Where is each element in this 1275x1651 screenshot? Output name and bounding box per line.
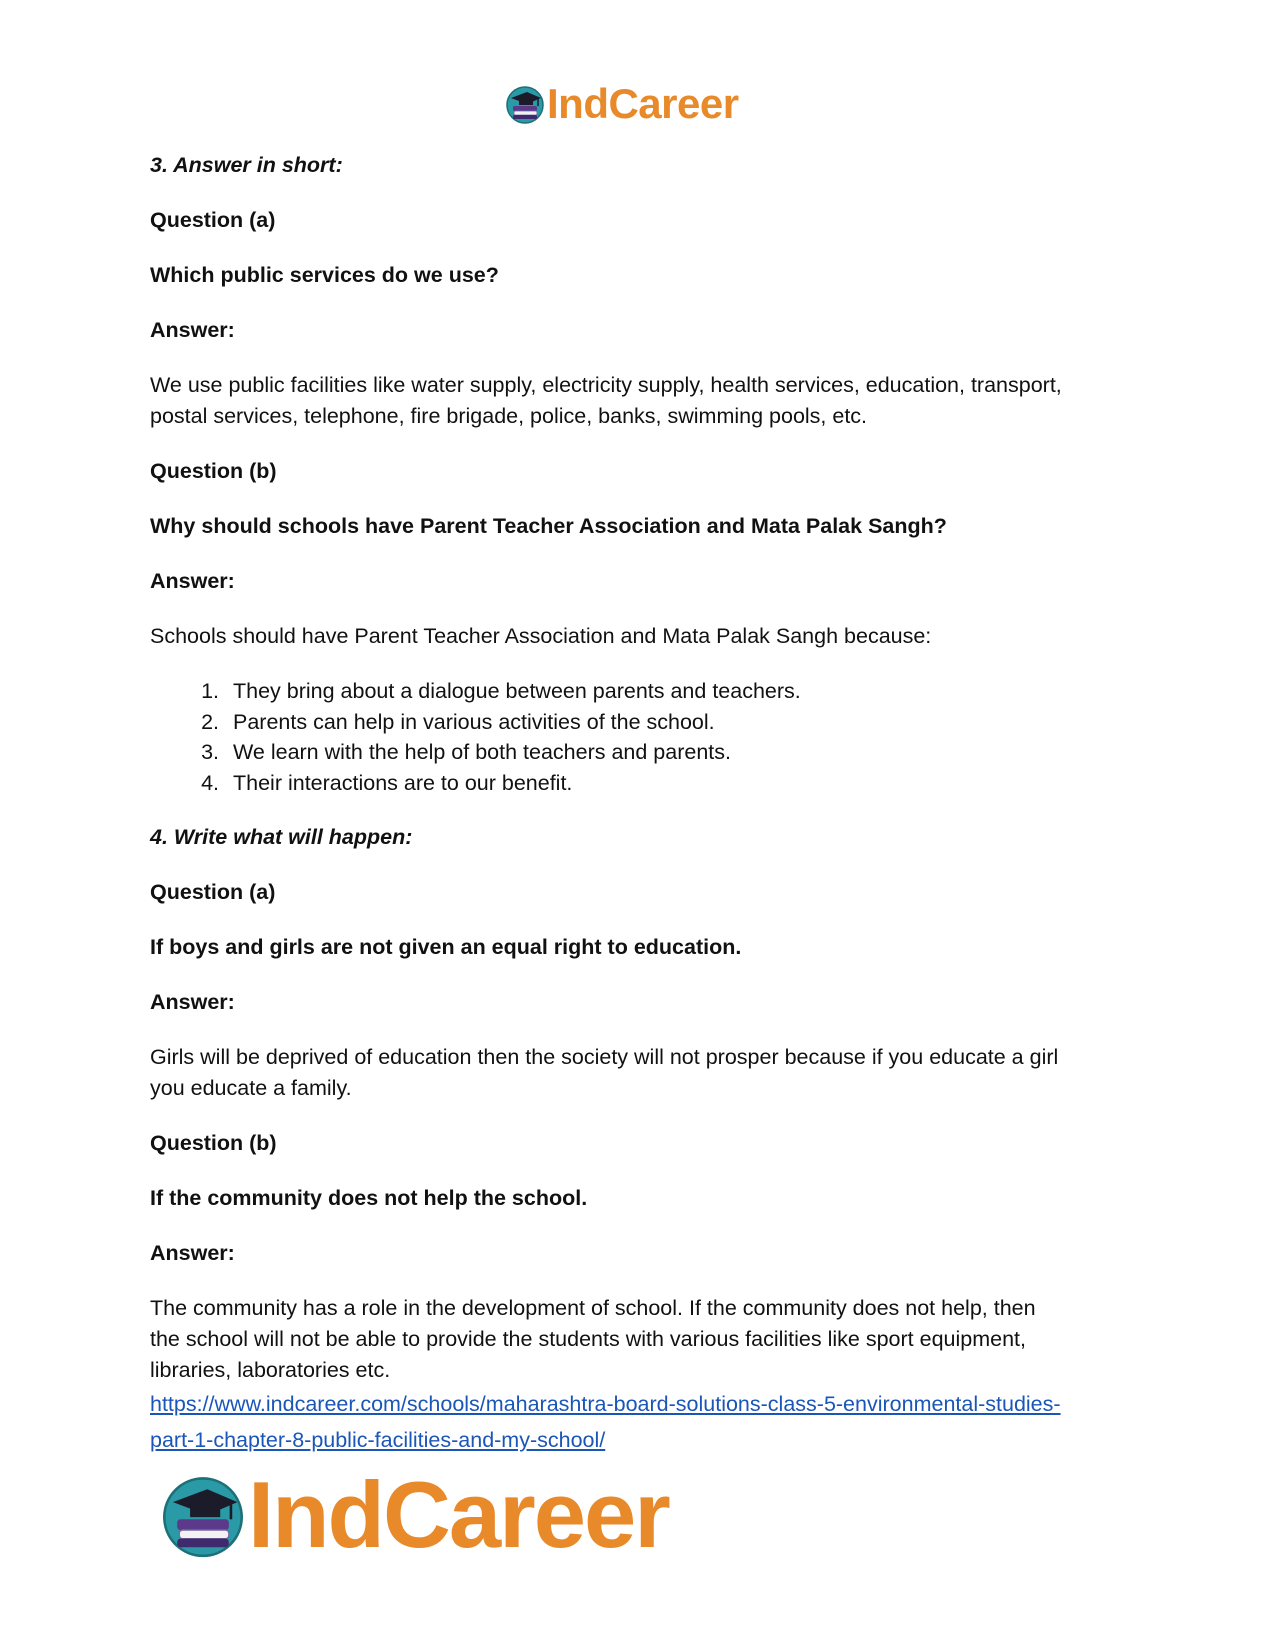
answer-text xyxy=(150,370,1130,432)
answer-line: the school will not be able to provide the students with various facilities like sport equipment, xyxy=(150,1327,1026,1351)
source-link-line: part-1-chapter-8-public-facilities-and-my-school/ xyxy=(150,1428,606,1452)
answer-line: libraries, laboratories etc. xyxy=(150,1358,391,1382)
question-text: If boys and girls are not given an equal right to education. xyxy=(150,935,742,959)
answer-text xyxy=(150,1042,1130,1104)
header-logo xyxy=(505,80,739,128)
question-text: Which public services do we use? xyxy=(150,263,499,287)
section-heading: 3. Answer in short: xyxy=(150,153,343,177)
source-link[interactable] xyxy=(150,1386,1130,1458)
brand-name: IndCareer xyxy=(248,1462,669,1567)
source-link-line: https://www.indcareer.com/schools/maharashtra-board-solutions-class-5-environmental-studies- xyxy=(150,1392,1061,1416)
answer-text xyxy=(150,1293,1130,1386)
list-item: 4. Their interactions are to our benefit. xyxy=(225,768,1130,799)
footer-logo xyxy=(160,1462,669,1567)
reasons-list xyxy=(150,676,1130,798)
answer-line: The community has a role in the development of school. If the community does not help, then xyxy=(150,1296,1036,1320)
answer-line: Girls will be deprived of education then the society will not prosper because if you educate a girl xyxy=(150,1045,1059,1069)
list-item: 3. We learn with the help of both teachers and parents. xyxy=(225,737,1130,768)
brand-name: IndCareer xyxy=(547,80,739,127)
answer-label: Answer: xyxy=(150,318,235,342)
question-text: Why should schools have Parent Teacher Association and Mata Palak Sangh? xyxy=(150,514,947,538)
list-item: 2. Parents can help in various activities of the school. xyxy=(225,707,1130,738)
question-label: Question (a) xyxy=(150,880,276,904)
answer-label: Answer: xyxy=(150,990,235,1014)
answer-label: Answer: xyxy=(150,1241,235,1265)
answer-label: Answer: xyxy=(150,569,235,593)
graduation-cap-books-globe-icon xyxy=(160,1472,246,1558)
answer-line: postal services, telephone, fire brigade, police, banks, swimming pools, etc. xyxy=(150,404,868,428)
question-label: Question (a) xyxy=(150,208,276,232)
answer-line: We use public facilities like water supply, electricity supply, health services, education, transport, xyxy=(150,373,1062,397)
question-label: Question (b) xyxy=(150,459,277,483)
question-label: Question (b) xyxy=(150,1131,277,1155)
answer-line: you educate a family. xyxy=(150,1076,352,1100)
question-text: If the community does not help the school. xyxy=(150,1186,588,1210)
document-body xyxy=(150,150,1130,1458)
section-heading: 4. Write what will happen: xyxy=(150,825,413,849)
graduation-cap-books-globe-icon xyxy=(505,84,545,124)
list-item: 1. They bring about a dialogue between parents and teachers. xyxy=(225,676,1130,707)
answer-intro: Schools should have Parent Teacher Association and Mata Palak Sangh because: xyxy=(150,624,932,648)
